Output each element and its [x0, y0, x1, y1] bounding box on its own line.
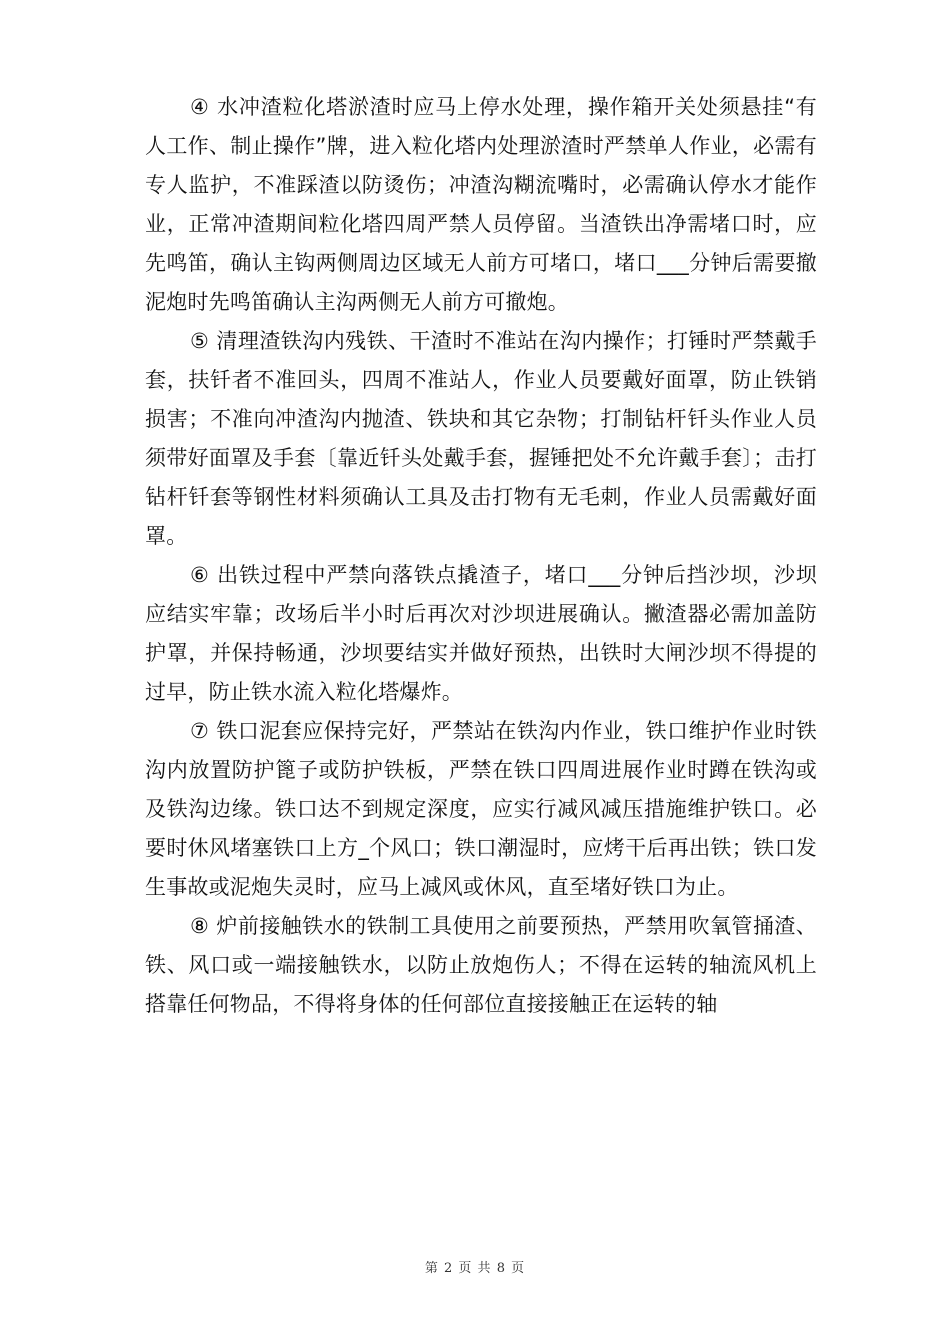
page-number-footer: 第 2 页 共 8 页: [424, 1261, 526, 1276]
paragraph-item-5: ⑤ 清理渣铁沟内残铁、干渣时不准站在沟内操作；打锤时严禁戴手套，扶钎者不准回头，四周不准站人，作业人员要戴好面罩，防止铁销损害；不准向冲渣沟内抛渣、铁块和其它杂物；打制钻杆钎头作业人员须带好面罩及手套〔靠近钎头处戴手套，握锤把处不允许戴手套〕；击打钻杆钎套等钢性材料须确认工具及击打物有无毛刺，作业人员需戴好面罩。: [145, 329, 817, 548]
paragraph-item-8: ⑧ 炉前接触铁水的铁制工具使用之前要预热，严禁用吹氧管捅渣、铁、风口或一端接触铁水，以防止放炮伤人；不得在运转的轴流风机上搭靠任何物品，不得将身体的任何部位直接接触正在运转的轴: [145, 914, 817, 1016]
paragraph-item-4: ④ 水冲渣粒化塔淤渣时应马上停水处理，操作箱开关处须悬挂“有人工作、制止操作”牌，进入粒化塔内处理淤渣时严禁单人作业，必需有专人监护，不准踩渣以防烫伤；冲渣沟糊流嘴时，必需确认停水才能作业，正常冲渣期间粒化塔四周严禁人员停留。当渣铁出净需堵口时，应先鸣笛，确认主钩两侧周边区域无人前方可堵口，堵口___分钟后需要撤泥炮时先鸣笛确认主沟两侧无人前方可撤炮。: [145, 95, 817, 314]
paragraph-item-6: ⑥ 出铁过程中严禁向落铁点撬渣子，堵口___分钟后挡沙坝，沙坝应结实牢靠；改场后半小时后再次对沙坝进展确认。撇渣器必需加盖防护罩，并保持畅通，沙坝要结实并做好预热，出铁时大闸沙坝不得提的过早，防止铁水流入粒化塔爆炸。: [145, 563, 817, 704]
document-body: [145, 88, 817, 1024]
paragraph-item-7: ⑦ 铁口泥套应保持完好，严禁站在铁沟内作业，铁口维护作业时铁沟内放置防护篦子或防护铁板，严禁在铁口四周进展作业时蹲在铁沟或及铁沟边缘。铁口达不到规定深度，应实行减风减压措施维护铁口。必要时休风堵塞铁口上方_个风口；铁口潮湿时，应烤干后再出铁；铁口发生事故或泥炮失灵时，应马上减风或休风，直至堵好铁口为止。: [145, 719, 817, 899]
